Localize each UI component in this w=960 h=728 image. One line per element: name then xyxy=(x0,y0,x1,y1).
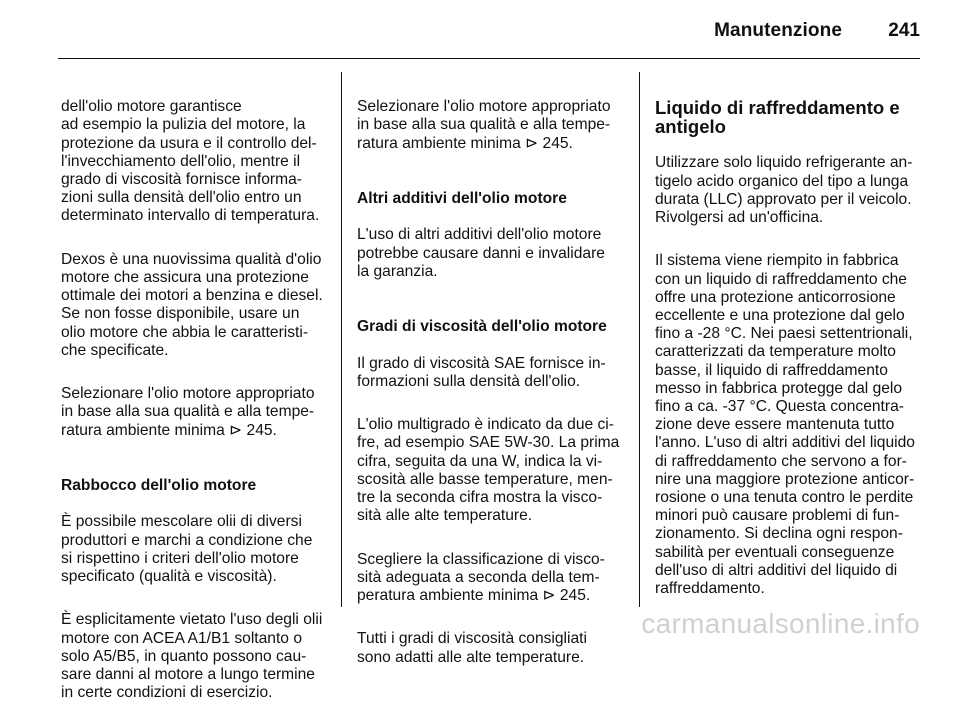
paragraph: Il grado di viscosità SAE fornisce in- formazioni sulla densità dell'olio. xyxy=(357,354,606,390)
column-divider xyxy=(341,72,342,607)
column-divider xyxy=(639,72,640,607)
column-3 xyxy=(655,80,923,623)
paragraph: Dexos è una nuovissima qualità d'olio motore che assicura una protezione ottimale dei motori a benzina e diesel. Se non fosse disponibile, usare un olio motore che abbia le caratteristi- che specificate. xyxy=(61,250,323,359)
paragraph: Scegliere la classificazione di visco- sità adeguata a seconda della tem- peratura ambiente minima ⊳ 245. xyxy=(357,550,605,605)
subheading-rabbocco: Rabbocco dell'olio motore xyxy=(61,477,257,495)
subheading-additivi: Altri additivi dell'olio motore xyxy=(357,190,567,208)
paragraph: È possibile mescolare olii di diversi produttori e marchi a condizione che si rispettino i criteri dell'olio motore specificato (qualità e viscosità). xyxy=(61,513,313,586)
paragraph: È esplicitamente vietato l'uso degli olii motore con ACEA A1/B1 soltanto o solo A5/B5, in quanto possono cau- sare danni al motore a lungo termine in certe condizioni di esercizio. xyxy=(61,611,323,702)
paragraph: Selezionare l'olio motore appropriato in base alla sua qualità e alla tempe- ratura ambiente minima ⊳ 245. xyxy=(357,98,611,152)
header-divider xyxy=(58,58,920,59)
paragraph: Il sistema viene riempito in fabbrica con un liquido di raffreddamento che offre una protezione anticorrosione eccellente e una protezione dal gelo fino a -28 °C. Nei paesi settentrionali, caratterizzati da temperature molto basse, il liquido di raffreddamento messo in fabbrica protegge dal gelo fino a ca. -37 °C. Questa concentra- zione deve essere mantenuta tutto l'anno. L'uso di altri additivi del liquido di raffreddamento che servono a for- nire una maggiore protezione anticor- rosione o una tenuta contro le perdite minori può causare problemi di fun- zionamento. Si declina ogni respon- sabilità per eventuali conseguenze dell'uso di altri additivi del liquido di raffreddamento. xyxy=(655,252,915,598)
page-number: 241 xyxy=(888,20,920,41)
paragraph: L'olio multigrado è indicato da due ci- fre, ad esempio SAE 5W-30. La prima cifra, seguita da una W, indica la vi- scosità alle basse temperature, men- tre la seconda cifra mostra la visco- sità alle alte temperature. xyxy=(357,416,620,525)
column-2 xyxy=(357,80,625,692)
paragraph: Utilizzare solo liquido refrigerante an- tigelo acido organico del tipo a lunga durata (LLC) approvato per il veicolo. Rivolgersi ad un'officina. xyxy=(655,154,913,227)
paragraph: L'uso di altri additivi dell'olio motore potrebbe causare danni e invalidare la garanzia. xyxy=(357,226,605,280)
section-heading-liquido: Liquido di raffreddamento e antigelo xyxy=(655,97,900,138)
paragraph: Tutti i gradi di viscosità consigliati sono adatti alle alte temperature. xyxy=(357,630,587,666)
watermark: carmanualsonline.info xyxy=(641,608,920,639)
column-1 xyxy=(61,80,329,728)
section-title: Manutenzione xyxy=(714,20,842,41)
paragraph: Selezionare l'olio motore appropriato in base alla sua qualità e alla tempe- ratura ambiente minima ⊳ 245. xyxy=(61,385,315,439)
subheading-gradi: Gradi di viscosità dell'olio motore xyxy=(357,318,607,336)
paragraph: dell'olio motore garantisce ad esempio la pulizia del motore, la protezione da usura e il controllo del- l'invecchiamento dell'olio, mentre il grado di viscosità fornisce informa- zioni sulla densità dell'olio entro un determinato intervallo di temperatura. xyxy=(61,98,320,225)
page-header xyxy=(0,0,960,58)
